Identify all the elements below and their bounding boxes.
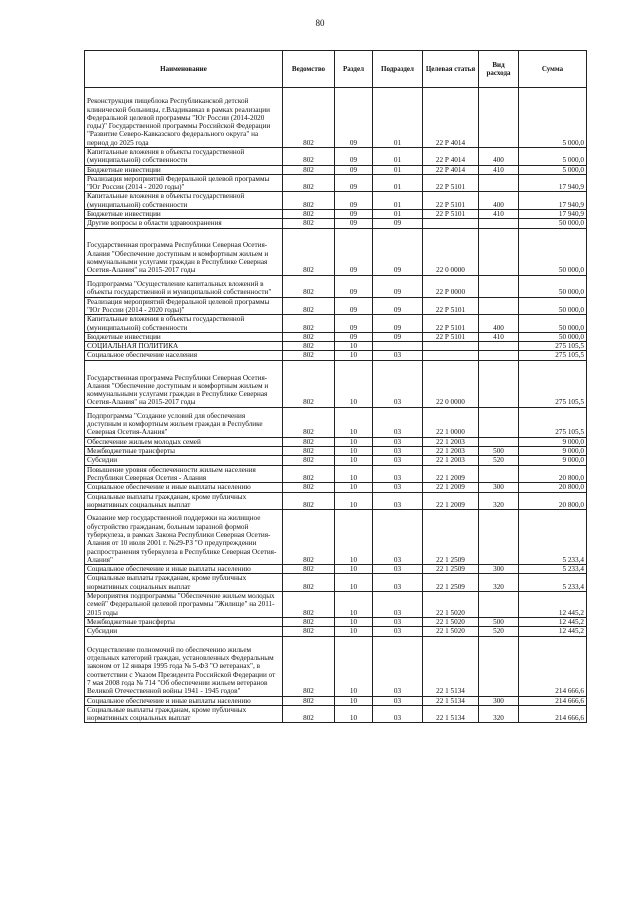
row-subsection: 03: [373, 360, 423, 407]
header-target: Целевая статья: [423, 51, 479, 88]
table-row: [85, 228, 587, 275]
row-subsection: 03: [373, 636, 423, 696]
row-amount: 17 940,9: [519, 192, 587, 210]
row-expense: [479, 275, 519, 297]
row-target: 22 Р 4014: [423, 165, 479, 174]
row-target: 22 1 2003: [423, 456, 479, 465]
row-subsection: [373, 342, 423, 351]
row-expense: [479, 592, 519, 618]
row-target: 22 1 2009: [423, 492, 479, 510]
row-amount: 9 000,0: [519, 456, 587, 465]
table-row: [85, 88, 587, 148]
row-expense: [479, 351, 519, 360]
row-name: Бюджетные инвестиции: [85, 210, 283, 219]
row-expense: 410: [479, 165, 519, 174]
row-department: 802: [283, 437, 335, 446]
row-target: [423, 342, 479, 351]
row-expense: 500: [479, 617, 519, 626]
row-section: 09: [335, 192, 373, 210]
row-target: 22 1 0000: [423, 407, 479, 437]
row-name: Подпрограмма "Создание условий для обеспечения доступным и комфортным жильем граждан в Республике Северная Осетия-Алания": [85, 407, 283, 437]
row-expense: 520: [479, 456, 519, 465]
row-section: 10: [335, 351, 373, 360]
row-name: Межбюджетные трансферты: [85, 617, 283, 626]
row-name: Другие вопросы в области здравоохранения: [85, 219, 283, 228]
row-name: Социальные выплаты гражданам, кроме публичных нормативных социальных выплат: [85, 492, 283, 510]
table-row: [85, 342, 587, 351]
row-expense: 320: [479, 705, 519, 723]
row-amount: 20 800,0: [519, 483, 587, 492]
header-section: Раздел: [335, 51, 373, 88]
page-number: 80: [315, 18, 325, 28]
row-name: Реализация мероприятий Федеральной целевой программы "Юг России (2014 - 2020 годы)": [85, 174, 283, 192]
table-row: [85, 456, 587, 465]
table-row: [85, 465, 587, 483]
row-department: 802: [283, 165, 335, 174]
row-section: 10: [335, 492, 373, 510]
row-subsection: 03: [373, 351, 423, 360]
row-department: 802: [283, 148, 335, 166]
row-section: 10: [335, 574, 373, 592]
row-target: 22 1 5134: [423, 696, 479, 705]
row-department: 802: [283, 210, 335, 219]
row-department: 802: [283, 88, 335, 148]
row-amount: 275 105,5: [519, 342, 587, 351]
table-row: [85, 492, 587, 510]
row-section: 09: [335, 219, 373, 228]
row-department: 802: [283, 315, 335, 333]
row-target: 22 1 2509: [423, 565, 479, 574]
table-row: [85, 437, 587, 446]
row-department: 802: [283, 275, 335, 297]
row-section: 09: [335, 228, 373, 275]
row-subsection: 03: [373, 510, 423, 565]
row-name: Повышение уровня обеспеченности жильем населения Республики Северная Осетия - Алания: [85, 465, 283, 483]
row-department: 802: [283, 592, 335, 618]
row-department: 802: [283, 574, 335, 592]
table-row: [85, 705, 587, 723]
table-row: [85, 174, 587, 192]
row-amount: 50 000,0: [519, 315, 587, 333]
row-expense: 500: [479, 447, 519, 456]
table-row: [85, 165, 587, 174]
row-amount: 275 105,5: [519, 407, 587, 437]
row-name: Социальные выплаты гражданам, кроме публичных нормативных социальных выплат: [85, 705, 283, 723]
row-target: 22 0 0000: [423, 228, 479, 275]
row-expense: 520: [479, 627, 519, 636]
row-section: 09: [335, 315, 373, 333]
row-subsection: 03: [373, 592, 423, 618]
row-target: 22 Р 5101: [423, 315, 479, 333]
row-section: 10: [335, 565, 373, 574]
row-department: 802: [283, 465, 335, 483]
row-amount: 214 666,6: [519, 705, 587, 723]
row-expense: [479, 228, 519, 275]
row-section: 10: [335, 483, 373, 492]
row-target: 22 1 2509: [423, 574, 479, 592]
table-row: [85, 592, 587, 618]
row-department: 802: [283, 447, 335, 456]
row-name: Оказание мер государственной поддержки на жилищное обустройство гражданам, больным заразной формой туберкулеза, в рамках Закона Республики Северная Осетия-Алания от 10 июля 2001 г. №29-РЗ "О предупреждении распространения туберкулеза в Республике Северная Осетия-Алания": [85, 510, 283, 565]
row-name: Осуществление полномочий по обеспечению жильем отдельных категорий граждан, установленных Федеральным законом от 12 января 1995 года № 5-ФЗ "О ветеранах", в соответствии с Указом Президента Российской Федерации от 7 мая 2008 года № 714 "Об обеспечении жильем ветеранов Великой Отечественной войны 1941 - 1945 годов": [85, 636, 283, 696]
table-row: [85, 627, 587, 636]
row-department: 802: [283, 219, 335, 228]
table-row: [85, 636, 587, 696]
row-name: СОЦИАЛЬНАЯ ПОЛИТИКА: [85, 342, 283, 351]
row-department: 802: [283, 565, 335, 574]
table-row: [85, 574, 587, 592]
row-subsection: 03: [373, 492, 423, 510]
row-expense: [479, 465, 519, 483]
row-section: 09: [335, 174, 373, 192]
row-subsection: 09: [373, 332, 423, 341]
row-expense: 300: [479, 565, 519, 574]
row-target: 22 1 5020: [423, 592, 479, 618]
row-subsection: 09: [373, 219, 423, 228]
table-row: [85, 351, 587, 360]
row-expense: [479, 342, 519, 351]
row-name: Субсидии: [85, 627, 283, 636]
row-amount: 50 000,0: [519, 332, 587, 341]
row-department: 802: [283, 332, 335, 341]
table-row: [85, 483, 587, 492]
row-name: Социальное обеспечение и иные выплаты населению: [85, 696, 283, 705]
row-amount: 20 800,0: [519, 465, 587, 483]
row-expense: [479, 437, 519, 446]
row-amount: 12 445,2: [519, 592, 587, 618]
row-target: 22 Р 5101: [423, 192, 479, 210]
row-target: 22 1 5020: [423, 627, 479, 636]
table-row: [85, 332, 587, 341]
row-target: 22 1 5020: [423, 617, 479, 626]
row-department: 802: [283, 483, 335, 492]
row-name: Капитальные вложения в объекты государственной (муниципальной) собственности: [85, 315, 283, 333]
row-amount: 20 800,0: [519, 492, 587, 510]
row-amount: 214 666,6: [519, 636, 587, 696]
row-target: 22 Р 4014: [423, 148, 479, 166]
row-subsection: 01: [373, 88, 423, 148]
row-target: 22 Р 5101: [423, 210, 479, 219]
table-row: [85, 696, 587, 705]
row-department: 802: [283, 617, 335, 626]
row-department: 802: [283, 456, 335, 465]
row-department: 802: [283, 492, 335, 510]
row-name: Государственная программа Республики Северная Осетия-Алания "Обеспечение доступным и комфортным жильем и коммунальными услугами граждан в Республике Северная Осетия-Алания" на 2015-2017 годы: [85, 360, 283, 407]
row-subsection: 03: [373, 617, 423, 626]
row-amount: 5 233,4: [519, 574, 587, 592]
row-subsection: 09: [373, 297, 423, 315]
row-expense: 410: [479, 332, 519, 341]
row-expense: 300: [479, 696, 519, 705]
row-section: 10: [335, 592, 373, 618]
row-amount: 50 000,0: [519, 275, 587, 297]
row-section: 09: [335, 275, 373, 297]
row-subsection: 03: [373, 407, 423, 437]
row-amount: 9 000,0: [519, 447, 587, 456]
row-section: 10: [335, 456, 373, 465]
table-row: [85, 297, 587, 315]
row-target: 22 1 5134: [423, 636, 479, 696]
row-section: 09: [335, 332, 373, 341]
row-expense: 400: [479, 192, 519, 210]
row-department: 802: [283, 342, 335, 351]
header-name: Наименование: [85, 51, 283, 88]
row-section: 10: [335, 465, 373, 483]
row-section: 10: [335, 617, 373, 626]
table-row: [85, 360, 587, 407]
row-amount: 17 940,9: [519, 174, 587, 192]
row-name: Бюджетные инвестиции: [85, 332, 283, 341]
header-department: Ведомство: [283, 51, 335, 88]
row-department: 802: [283, 407, 335, 437]
table-row: [85, 315, 587, 333]
row-section: 10: [335, 705, 373, 723]
row-section: 09: [335, 297, 373, 315]
row-expense: [479, 510, 519, 565]
row-name: Бюджетные инвестиции: [85, 165, 283, 174]
row-expense: [479, 636, 519, 696]
row-expense: [479, 219, 519, 228]
row-name: Обеспечение жильем молодых семей: [85, 437, 283, 446]
table-row: [85, 617, 587, 626]
row-section: 10: [335, 407, 373, 437]
row-department: 802: [283, 510, 335, 565]
row-name: Мероприятия подпрограммы "Обеспечение жильем молодых семей" Федеральной целевой программы "Жилище" на 2011-2015 годы: [85, 592, 283, 618]
row-target: [423, 219, 479, 228]
row-amount: 50 000,0: [519, 297, 587, 315]
row-section: 10: [335, 696, 373, 705]
row-name: Подпрограмма "Осуществление капитальных вложений в объекты государственной и муниципальной собственности": [85, 275, 283, 297]
row-expense: 410: [479, 210, 519, 219]
row-subsection: 03: [373, 627, 423, 636]
row-amount: 5 000,0: [519, 165, 587, 174]
table-row: [85, 447, 587, 456]
row-amount: 275 105,5: [519, 360, 587, 407]
row-subsection: 03: [373, 465, 423, 483]
row-subsection: 01: [373, 148, 423, 166]
table-row: [85, 407, 587, 437]
row-expense: 300: [479, 483, 519, 492]
row-department: 802: [283, 192, 335, 210]
table-row: [85, 192, 587, 210]
row-department: 802: [283, 297, 335, 315]
row-subsection: 09: [373, 275, 423, 297]
table-row: [85, 275, 587, 297]
row-subsection: 03: [373, 437, 423, 446]
row-subsection: 09: [373, 228, 423, 275]
row-section: 09: [335, 210, 373, 219]
row-target: 22 1 2509: [423, 510, 479, 565]
header-row: [85, 51, 587, 88]
row-expense: [479, 407, 519, 437]
table-row: [85, 510, 587, 565]
row-subsection: 03: [373, 456, 423, 465]
row-section: 10: [335, 437, 373, 446]
row-target: 22 1 2003: [423, 447, 479, 456]
row-department: 802: [283, 360, 335, 407]
row-expense: [479, 360, 519, 407]
row-department: 802: [283, 174, 335, 192]
row-expense: [479, 88, 519, 148]
row-subsection: 03: [373, 447, 423, 456]
row-subsection: 01: [373, 165, 423, 174]
row-department: 802: [283, 627, 335, 636]
row-expense: [479, 297, 519, 315]
row-name: Реконструкция пищеблока Республиканской детской клинической больницы, г.Владикавказ в рамках реализации Федеральной целевой программы "Юг России (2014-2020 годы)" Государственной программы Российской Федерации "Развитие Северо-Кавказского федерального округа" на период до 2025 года: [85, 88, 283, 148]
row-section: 10: [335, 360, 373, 407]
row-subsection: 03: [373, 705, 423, 723]
row-amount: 50 000,0: [519, 219, 587, 228]
row-subsection: 03: [373, 696, 423, 705]
row-target: 22 Р 5101: [423, 174, 479, 192]
row-subsection: 01: [373, 210, 423, 219]
row-department: 802: [283, 351, 335, 360]
row-section: 10: [335, 447, 373, 456]
row-amount: 5 000,0: [519, 88, 587, 148]
row-name: Социальное обеспечение и иные выплаты населению: [85, 483, 283, 492]
row-subsection: 09: [373, 315, 423, 333]
row-target: 22 Р 5101: [423, 332, 479, 341]
row-target: 22 1 2009: [423, 483, 479, 492]
row-section: 10: [335, 342, 373, 351]
row-name: Капитальные вложения в объекты государственной (муниципальной) собственности: [85, 192, 283, 210]
row-target: 22 1 2009: [423, 465, 479, 483]
row-target: 22 Р 4014: [423, 88, 479, 148]
row-target: 22 1 2003: [423, 437, 479, 446]
row-section: 10: [335, 627, 373, 636]
row-department: 802: [283, 228, 335, 275]
row-department: 802: [283, 636, 335, 696]
row-name: Социальные выплаты гражданам, кроме публичных нормативных социальных выплат: [85, 574, 283, 592]
row-target: 22 Р 5101: [423, 297, 479, 315]
row-name: Социальное обеспечение и иные выплаты населению: [85, 565, 283, 574]
row-amount: 50 000,0: [519, 228, 587, 275]
row-subsection: 03: [373, 574, 423, 592]
table-row: [85, 219, 587, 228]
row-amount: 17 940,9: [519, 210, 587, 219]
row-amount: 214 666,6: [519, 696, 587, 705]
row-department: 802: [283, 705, 335, 723]
row-section: 09: [335, 148, 373, 166]
table-row: [85, 148, 587, 166]
row-subsection: 01: [373, 174, 423, 192]
row-amount: 5 000,0: [519, 148, 587, 166]
row-section: 10: [335, 636, 373, 696]
row-target: 22 Р 0000: [423, 275, 479, 297]
row-target: 22 0 0000: [423, 360, 479, 407]
budget-table: [84, 50, 587, 723]
table-row: [85, 565, 587, 574]
row-amount: 275 105,5: [519, 351, 587, 360]
row-section: 09: [335, 88, 373, 148]
row-name: Реализация мероприятий Федеральной целевой программы "Юг России (2014 - 2020 годы)": [85, 297, 283, 315]
row-name: Капитальные вложения в объекты государственной (муниципальной) собственности: [85, 148, 283, 166]
table-row: [85, 210, 587, 219]
row-name: Межбюджетные трансферты: [85, 447, 283, 456]
header-amount: Сумма: [519, 51, 587, 88]
row-name: Социальное обеспечение населения: [85, 351, 283, 360]
row-target: [423, 351, 479, 360]
row-name: Государственная программа Республики Северная Осетия-Алания "Обеспечение доступным и комфортным жильем и коммунальными услугами граждан в Республике Северная Осетия-Алания" на 2015-2017 годы: [85, 228, 283, 275]
row-subsection: 01: [373, 192, 423, 210]
header-expense: Вид расхода: [479, 51, 519, 88]
row-expense: 320: [479, 574, 519, 592]
row-expense: 400: [479, 148, 519, 166]
row-expense: 320: [479, 492, 519, 510]
row-name: Субсидии: [85, 456, 283, 465]
row-expense: [479, 174, 519, 192]
row-target: 22 1 5134: [423, 705, 479, 723]
row-expense: 400: [479, 315, 519, 333]
row-amount: 12 445,2: [519, 617, 587, 626]
row-amount: 5 233,4: [519, 565, 587, 574]
row-subsection: 03: [373, 483, 423, 492]
row-amount: 9 000,0: [519, 437, 587, 446]
row-amount: 5 233,4: [519, 510, 587, 565]
row-section: 09: [335, 165, 373, 174]
header-subsection: Подраздел: [373, 51, 423, 88]
row-section: 10: [335, 510, 373, 565]
row-amount: 12 445,2: [519, 627, 587, 636]
row-department: 802: [283, 696, 335, 705]
row-subsection: 03: [373, 565, 423, 574]
